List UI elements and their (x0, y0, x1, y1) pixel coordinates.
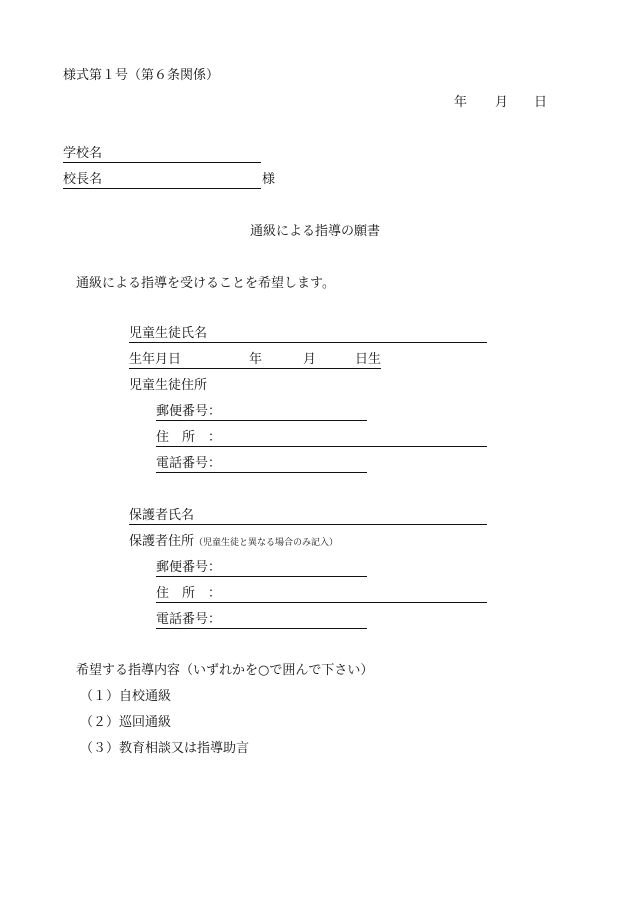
guardian-address-label: 保護者住所 (129, 534, 195, 549)
guardian-address-note: （児童生徒と異なる場合のみ記入） (194, 538, 339, 548)
student-address-label: 児童生徒住所 (129, 378, 208, 393)
student-postal-field[interactable] (156, 404, 367, 421)
date-day-label: 日 (534, 95, 548, 110)
student-name-label: 児童生徒氏名 (129, 326, 208, 341)
guardian-postal-field[interactable] (156, 560, 367, 577)
guardian-address-field-label: 住 所 ： (156, 586, 222, 601)
guardian-postal-label: 郵便番号： (156, 560, 222, 575)
options-heading: 希望する指導内容（いずれかを○で囲んで下さい） (76, 663, 374, 678)
guardian-address-heading (129, 534, 338, 551)
student-phone-label: 電話番号： (156, 456, 222, 471)
birth-year-label: 年 (249, 352, 263, 367)
birth-date-label: 生年月日 (129, 352, 182, 367)
birth-day-label: 日生 (355, 352, 382, 367)
option-item[interactable]: （２）巡回通級 (80, 715, 172, 730)
guardian-phone-label: 電話番号： (156, 612, 222, 627)
student-address-field-label: 住 所 ： (156, 430, 222, 445)
principal-name-label: 校長名 (63, 172, 103, 187)
guardian-phone-field[interactable] (156, 612, 367, 629)
option-item[interactable]: （３）教育相談又は指導助言 (80, 741, 250, 756)
honorific: 様 (262, 172, 276, 187)
student-postal-label: 郵便番号： (156, 404, 222, 419)
school-name-label: 学校名 (63, 146, 103, 161)
student-address-field[interactable] (156, 430, 487, 447)
date-year-label: 年 (454, 95, 468, 110)
guardian-address-field[interactable] (156, 586, 487, 603)
request-text: 通級による指導を受けることを希望します。 (76, 276, 335, 291)
form-number: 様式第１号（第６条関係） (63, 68, 220, 83)
date-month-label: 月 (495, 95, 509, 110)
school-name-field[interactable] (63, 146, 261, 163)
option-item[interactable]: （１）自校通級 (80, 689, 172, 704)
student-phone-field[interactable] (156, 456, 367, 473)
guardian-name-field[interactable] (129, 508, 487, 525)
student-name-field[interactable] (129, 326, 487, 343)
principal-name-field[interactable] (63, 172, 261, 189)
document-title: 通級による指導の願書 (250, 224, 381, 239)
guardian-name-label: 保護者氏名 (129, 508, 195, 523)
birth-month-label: 月 (303, 352, 317, 367)
